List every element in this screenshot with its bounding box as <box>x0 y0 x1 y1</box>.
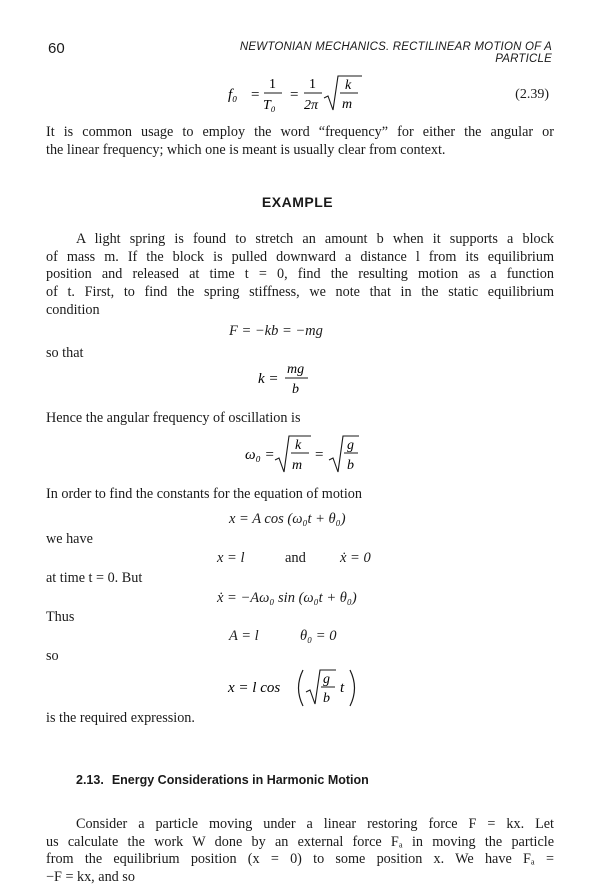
eq-omega-b: b <box>347 458 354 473</box>
eq-result-b: b <box>323 691 330 706</box>
equation-constants-left: A = l <box>229 628 259 644</box>
section-title: Energy Considerations in Harmonic Motion <box>111 773 369 787</box>
text-line: condition <box>46 301 100 318</box>
running-title: NEWTONIAN MECHANICS. RECTILINEAR MOTION OF A PARTICLE <box>239 41 552 65</box>
text-line: us calculate the work W done by an external force Fₐ in moving the particle <box>46 833 554 850</box>
section-heading <box>76 773 369 787</box>
label-at-time: at time t = 0. But <box>46 570 143 586</box>
example-heading: EXAMPLE <box>261 194 334 210</box>
eq-2pi: 2π <box>304 98 319 113</box>
eq-omega-lhs: ω₀ = <box>245 447 275 463</box>
equation-k <box>256 358 326 400</box>
equation-force: F = −kb = −mg <box>229 323 323 339</box>
equation-initial-left: x = l <box>217 550 245 566</box>
label-constants: In order to find the constants for the equation of motion <box>46 486 362 502</box>
eq-result-lhs: x = l cos <box>228 680 281 696</box>
eq-omega-g: g <box>347 438 354 453</box>
eq-k-num: mg <box>287 362 305 377</box>
eq-m: m <box>342 97 353 112</box>
eq-T0: T₀ <box>263 98 276 113</box>
eq-num-1: 1 <box>269 77 276 92</box>
label-thus: Thus <box>46 609 75 625</box>
label-angular: Hence the angular frequency of oscillation is <box>46 410 301 426</box>
equation-motion: x = A cos (ω₀t + θ₀) <box>229 511 346 527</box>
text-line: of mass m. If the block is pulled downward a distance l from its equilibrium <box>46 248 554 265</box>
eq-result-g: g <box>323 672 330 687</box>
eq-equals-2: = <box>290 87 299 103</box>
label-so-that: so that <box>46 345 84 361</box>
eq-result-t: t <box>340 680 345 696</box>
eq-k: k <box>345 78 352 93</box>
eq-num-2: 1 <box>309 77 316 92</box>
section-number: 2.13. <box>76 773 104 787</box>
eq-omega-equals: = <box>315 447 324 463</box>
paragraph-energy <box>46 816 554 887</box>
text-line: −F = kx, and so <box>46 869 135 886</box>
eq-k-lhs: k = <box>258 371 279 387</box>
text-line: position and released at time t = 0, find the resulting motion as a function <box>46 266 554 283</box>
eq-equals-1: = <box>251 87 260 103</box>
label-we-have: we have <box>46 531 93 547</box>
equation-omega <box>243 432 363 478</box>
paragraph-frequency <box>46 124 554 159</box>
text-line: A light spring is found to stretch an amount b when it supports a block <box>76 231 554 247</box>
text-line: of t. First, to find the spring stiffness, we note that in the static equilibrium <box>46 284 554 301</box>
equation-initial-and: and <box>285 550 306 566</box>
eq-omega-k: k <box>295 438 302 453</box>
eq-omega-m: m <box>292 458 303 473</box>
eq-k-den: b <box>292 382 299 397</box>
label-so: so <box>46 648 59 664</box>
equation-velocity: ẋ = −Aω₀ sin (ω₀t + θ₀) <box>217 590 357 606</box>
text-line: It is common usage to employ the word “frequency” for either the angular or <box>46 124 554 140</box>
paragraph-example <box>46 231 554 320</box>
label-required: is the required expression. <box>46 710 195 726</box>
text-line: from the equilibrium position (x = 0) to some position x. We have Fₐ = <box>46 851 554 868</box>
text-line: Consider a particle moving under a linear restoring force F = kx. Let <box>76 816 554 832</box>
equation-constants-right: θ₀ = 0 <box>300 628 337 644</box>
eq-f0: f₀ <box>228 87 238 103</box>
equation-result <box>226 662 376 712</box>
equation-initial-right: ẋ = 0 <box>340 550 371 566</box>
equation-number: (2.39) <box>515 87 549 102</box>
text-line: the linear frequency; which one is meant is usually clear from context. <box>46 141 446 158</box>
equation-2-39 <box>226 72 376 116</box>
page-number: 60 <box>48 40 65 57</box>
